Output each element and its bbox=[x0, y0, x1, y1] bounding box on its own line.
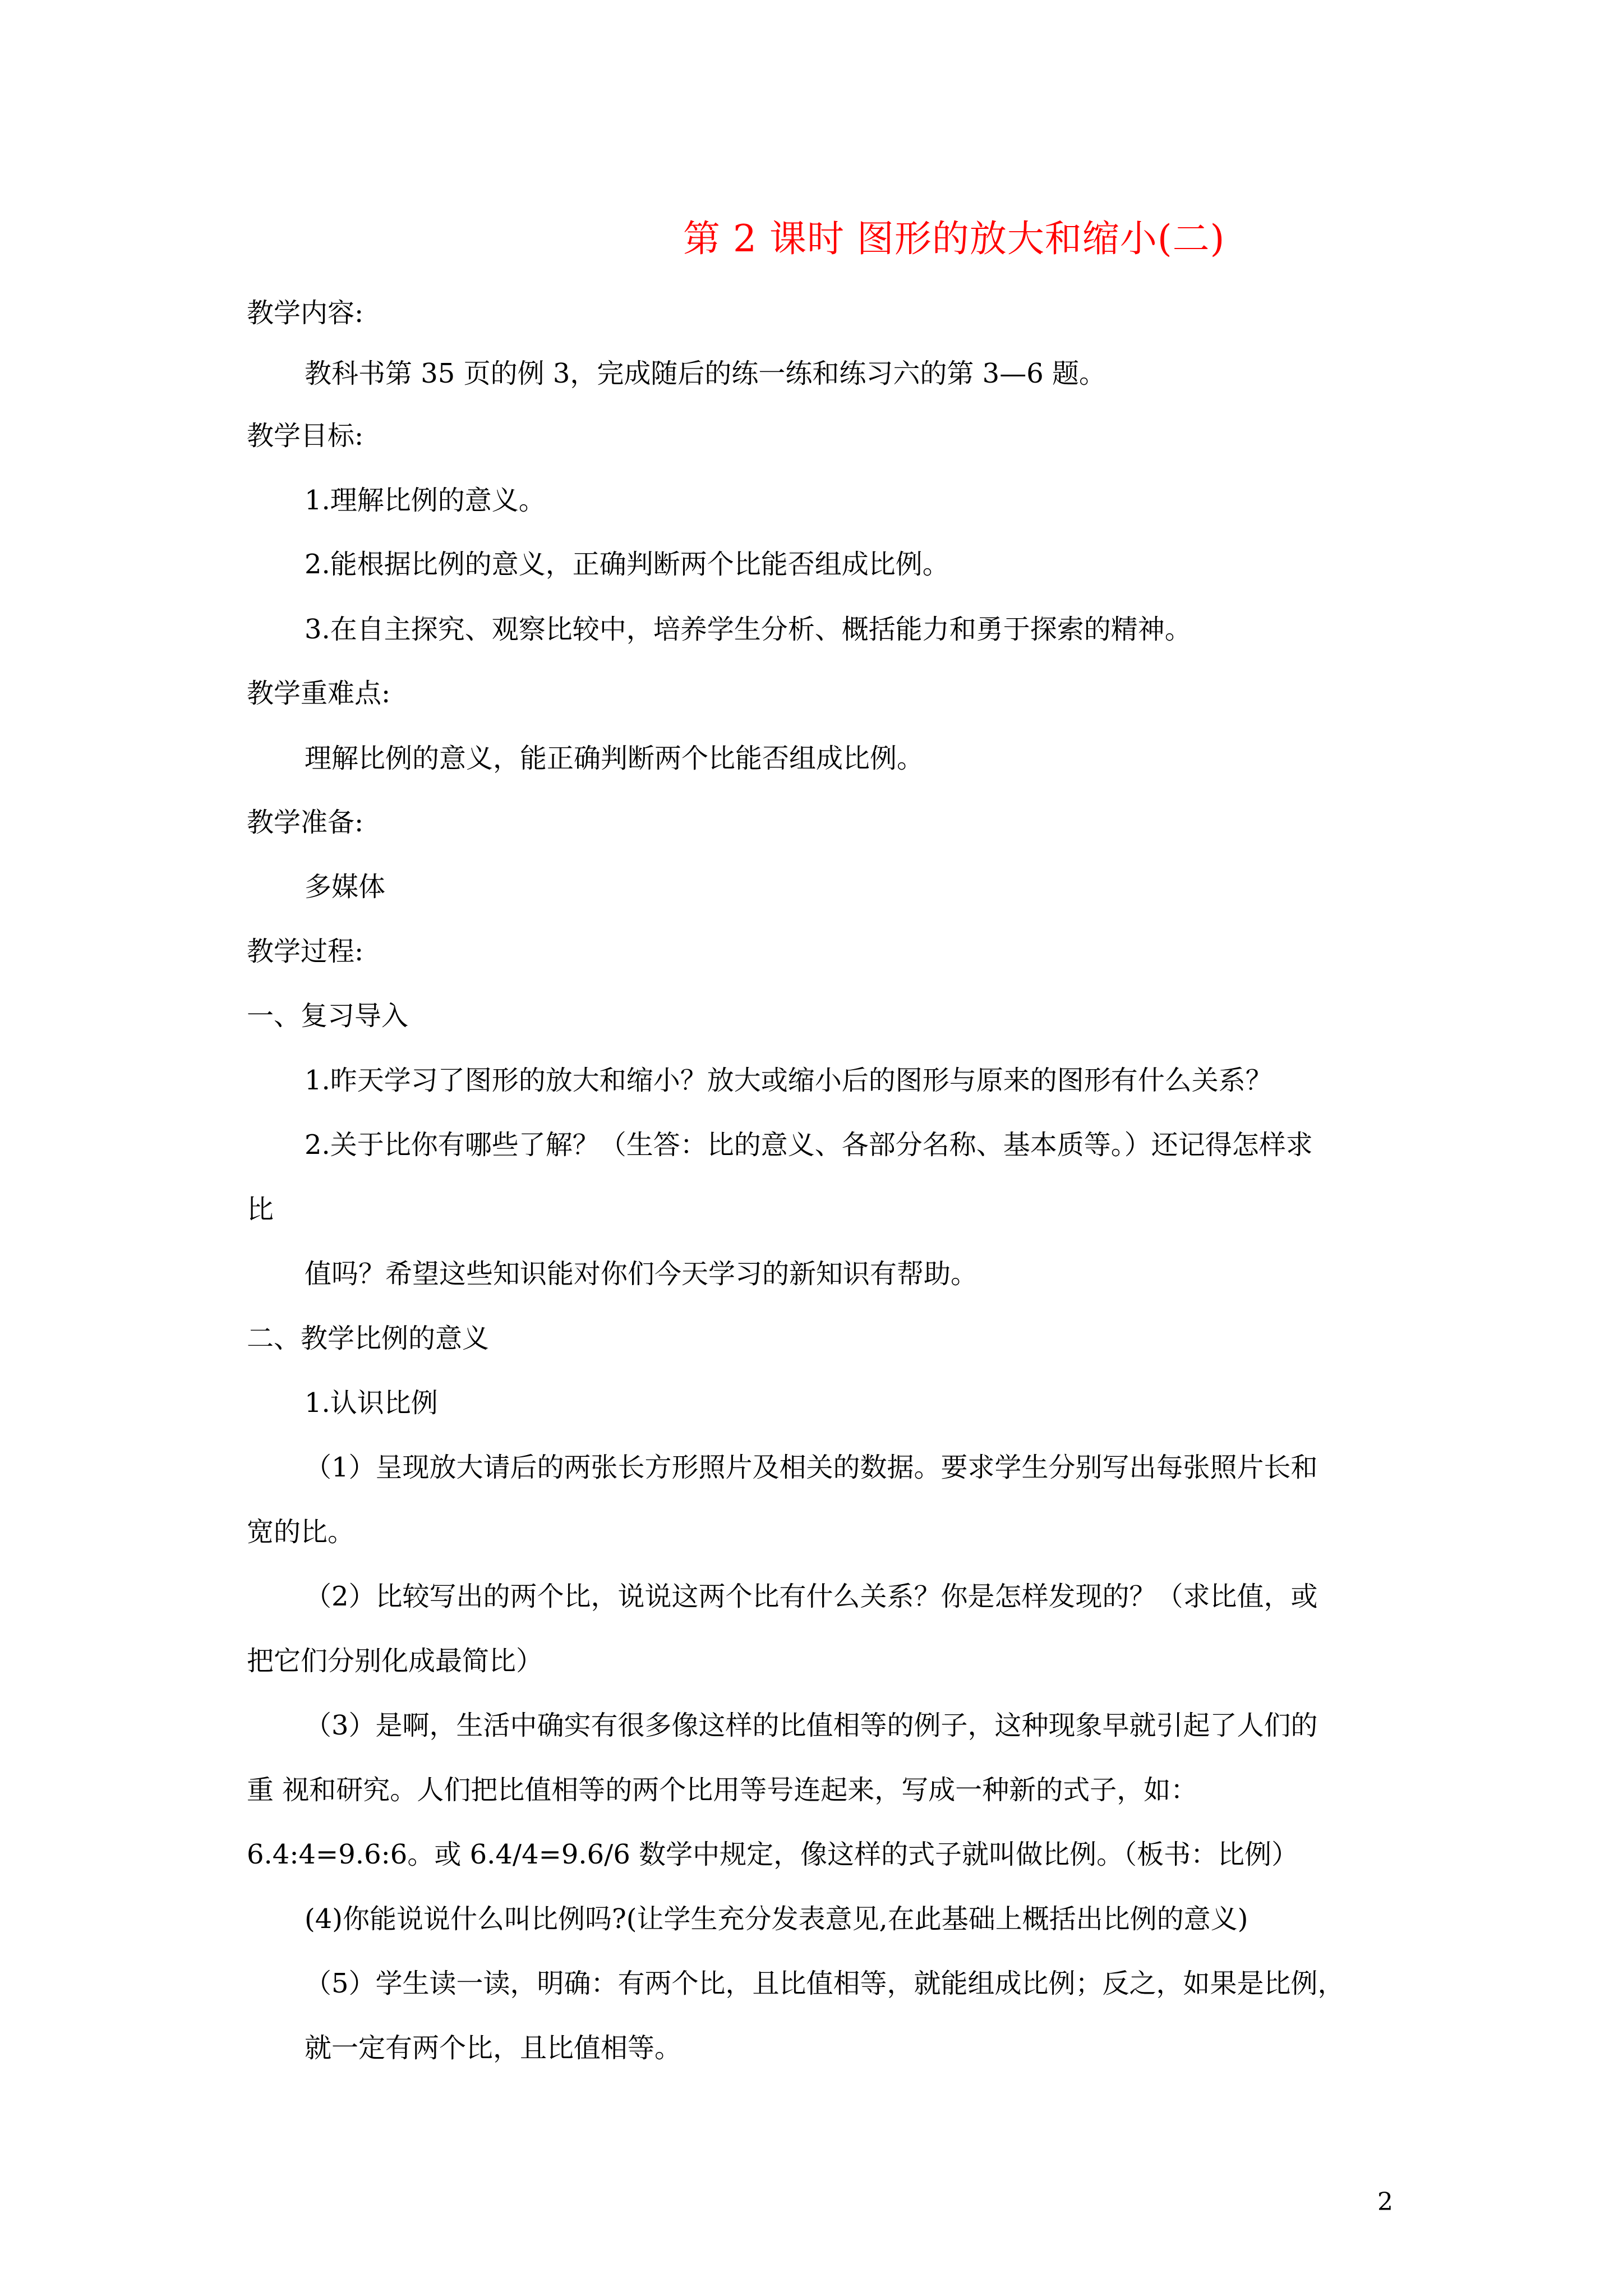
paragraph-line: （1）呈现放大请后的两张长方形照片及相关的数据。要求学生分别写出每张照片长和 bbox=[305, 1452, 1318, 1483]
paragraph-line: （3）是啊，生活中确实有很多像这样的比值相等的例子，这种现象早就引起了人们的 bbox=[305, 1710, 1318, 1741]
lesson-title: 第 2 课时 图形的放大和缩小(二) bbox=[683, 217, 1225, 260]
paragraph-line: 6.4:4=9.6:6。或 6.4/4=9.6/6 数学中规定，像这样的式子就叫做比例。（板书：比例） bbox=[247, 1839, 1299, 1870]
paragraph-line: 1.认识比例 bbox=[305, 1387, 438, 1419]
heading-teaching-content: 教学内容: bbox=[247, 297, 364, 329]
paragraph-line: 宽的比。 bbox=[247, 1516, 355, 1548]
paragraph-line: 就一定有两个比，且比值相等。 bbox=[305, 2032, 682, 2064]
paragraph-line: 教科书第 35 页的例 3，完成随后的练一练和练习六的第 3—6 题。 bbox=[305, 358, 1106, 389]
paragraph-line: （2）比较写出的两个比，说说这两个比有什么关系？你是怎样发现的？（求比值，或 bbox=[305, 1581, 1318, 1612]
page-number: 2 bbox=[1377, 2188, 1393, 2216]
paragraph-line: (4)你能说说什么叫比例吗?(让学生充分发表意见,在此基础上概括出比例的意义) bbox=[305, 1903, 1248, 1935]
paragraph-line: 3.在自主探究、观察比较中，培养学生分析、概括能力和勇于探索的精神。 bbox=[305, 614, 1192, 645]
paragraph-line: 把它们分别化成最简比） bbox=[247, 1645, 543, 1677]
paragraph-line: 1.昨天学习了图形的放大和缩小？放大或缩小后的图形与原来的图形有什么关系？ bbox=[305, 1065, 1272, 1096]
heading-teaching-process: 教学过程: bbox=[247, 936, 364, 967]
heading-preparation: 教学准备: bbox=[247, 807, 364, 838]
paragraph-line: 理解比例的意义，能正确判断两个比能否组成比例。 bbox=[305, 743, 924, 774]
heading-teaching-goals: 教学目标: bbox=[247, 420, 364, 452]
section-heading-proportion: 二、教学比例的意义 bbox=[247, 1323, 490, 1354]
paragraph-line: 1.理解比例的意义。 bbox=[305, 485, 546, 516]
paragraph-line: 重 视和研究。人们把比值相等的两个比用等号连起来，写成一种新的式子，如： bbox=[247, 1774, 1198, 1806]
paragraph-line: 多媒体 bbox=[305, 871, 386, 903]
heading-key-points: 教学重难点: bbox=[247, 678, 391, 709]
paragraph-line: 2.关于比你有哪些了解？（生答：比的意义、各部分名称、基本质等。）还记得怎样求 bbox=[305, 1129, 1313, 1161]
section-heading-review: 一、复习导入 bbox=[247, 1000, 409, 1032]
paragraph-line: 值吗？希望这些知识能对你们今天学习的新知识有帮助。 bbox=[305, 1258, 978, 1290]
paragraph-line: 2.能根据比例的意义，正确判断两个比能否组成比例。 bbox=[305, 549, 949, 580]
paragraph-line: 比 bbox=[247, 1194, 274, 1225]
paragraph-line: （5）学生读一读，明确：有两个比，且比值相等，就能组成比例；反之，如果是比例， bbox=[305, 1968, 1345, 1999]
